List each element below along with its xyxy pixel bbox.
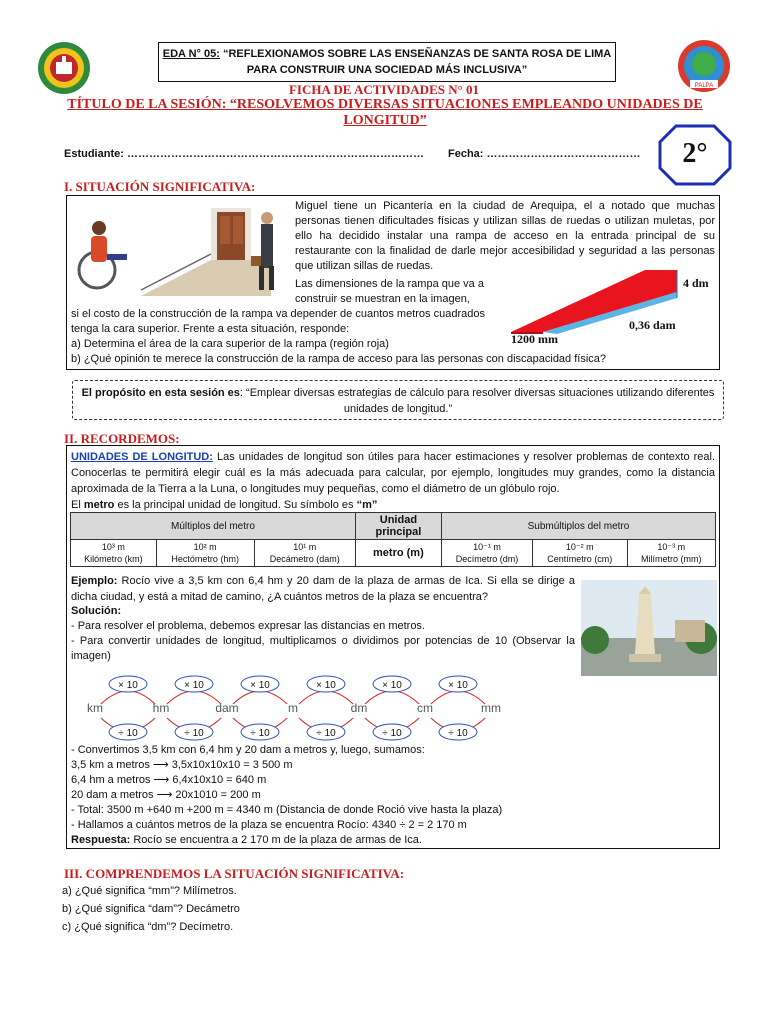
- logo-right-text: PALPA: [694, 83, 714, 89]
- comprehension-question-c: c) ¿Qué significa “dm”? Decímetro.: [62, 921, 234, 933]
- ficha-title: FICHA DE ACTIVIDADES N° 01: [288, 82, 480, 97]
- conversion-unit-hm: hm: [152, 701, 170, 715]
- multiply-arrow: [233, 691, 287, 704]
- multiply-arrow: [101, 691, 155, 704]
- unit-cell-hm: [156, 540, 254, 567]
- metro-symbol: “m”: [356, 499, 378, 511]
- situation-box: [66, 195, 720, 370]
- unit-cell-dm: [441, 540, 532, 567]
- power-hm: 10² m: [193, 542, 217, 552]
- ramp-width-label: 0,36 dam: [629, 318, 676, 332]
- multiply-label: × 10: [382, 680, 402, 691]
- purpose-box: [72, 380, 724, 420]
- purpose-text: : “Emplear diversas estrategias de cálculo para resolver diversas situaciones utilizando diferentes unidades de longitud.”: [239, 387, 715, 415]
- step-2: 3,5 km a metros ⟶ 3,5x10x10x10 = 3 500 m: [71, 759, 293, 771]
- solution-line-2: - Para convertir unidades de longitud, multiplicamos o dividimos por potencias de 10 (Observar la imagen): [71, 635, 575, 662]
- grade-label: 2°: [682, 138, 708, 169]
- conversion-unit-dam: dam: [215, 701, 239, 715]
- power-cm: 10⁻² m: [565, 542, 594, 552]
- purpose-label: El propósito en esta sesión es: [81, 387, 240, 399]
- unit-cell-mm: [627, 540, 715, 567]
- step-4: 20 dam a metros ⟶ 20x1010 = 200 m: [71, 789, 261, 801]
- conversion-unit-dm: dm: [350, 701, 368, 715]
- recordemos-box: [66, 445, 720, 849]
- eda-header: [158, 42, 616, 82]
- example-text: Rocío vive a 3,5 km con 6,4 hm y 20 dam de la plaza de armas de Ica. Si ella se dirige a dicha ciudad, y está a mitad de camino, ¿A cuántos metros de la plaza se encuentra?: [71, 575, 575, 603]
- step-5: - Total: 3500 m +640 m +200 m = 4340 m (Distancia de donde Roció vive hasta la plaza): [71, 804, 503, 816]
- divide-label: ÷ 10: [316, 728, 336, 739]
- divide-label: ÷ 10: [382, 728, 402, 739]
- situation-text-3: si el costo de la construcción de la rampa va depender de cuantos metros cuadrados tenga la cara superior. Frente a esta situación, responde:: [71, 308, 485, 335]
- conversion-unit-cm: cm: [417, 701, 433, 715]
- solution-label: Solución:: [71, 605, 122, 617]
- unit-cell-km: [71, 540, 157, 567]
- session-title: TÍTULO DE LA SESIÓN: “RESOLVEMOS DIVERSAS SITUACIONES EMPLEANDO UNIDADES DE LONGITUD”: [67, 97, 703, 128]
- principal-unit: metro (m): [355, 540, 441, 567]
- divide-label: ÷ 10: [250, 728, 270, 739]
- multiply-arrow: [299, 691, 353, 704]
- metro-prefix: El: [71, 499, 84, 511]
- divide-label: ÷ 10: [184, 728, 204, 739]
- principal-header: Unidad principal: [355, 513, 441, 540]
- answer-text: Rocío se encuentra a 2 170 m de la plaza de armas de Ica.: [130, 834, 422, 846]
- submultiples-header: Submúltiplos del metro: [441, 513, 715, 540]
- name-km: Kilómetro (km): [84, 554, 143, 564]
- date-field[interactable]: Fecha: ……………………………………: [448, 148, 641, 160]
- question-a: a) Determina el área de la cara superior de la rampa (región roja): [71, 338, 389, 350]
- conversion-unit-mm: mm: [481, 701, 501, 715]
- unit-cell-dam: [254, 540, 355, 567]
- section1-heading: I. SITUACIÓN SIGNIFICATIVA:: [64, 179, 256, 194]
- situation-text-2: Las dimensiones de la rampa que va a construir se muestran en la imagen,: [295, 278, 484, 305]
- units-table: [70, 512, 716, 567]
- solution-line-1: - Para resolver el problema, debemos expresar las distancias en metros.: [71, 620, 425, 632]
- conversion-unit-km: km: [87, 701, 103, 715]
- name-mm: Milímetro (mm): [641, 554, 702, 564]
- multiply-label: × 10: [118, 680, 138, 691]
- multiples-header: Múltiplos del metro: [71, 513, 356, 540]
- question-b: b) ¿Qué opinión te merece la construcción de la rampa de acceso para las personas con discapacidad física?: [71, 353, 607, 365]
- step-6: - Hallamos a cuántos metros de la plaza se encuentra Rocío: 4340 ÷ 2 = 2 170 m: [71, 819, 467, 831]
- student-field[interactable]: Estudiante: ………………………………………………………………………: [64, 148, 424, 160]
- comprehension-question-b: b) ¿Qué significa “dam”? Decámetro: [62, 903, 240, 915]
- name-cm: Centímetro (cm): [547, 554, 613, 564]
- answer-label: Respuesta:: [71, 834, 131, 846]
- conversion-diagram: [73, 674, 513, 742]
- situation-text-1: Miguel tiene un Picantería en la ciudad de Arequipa, el a notado que muchas personas tienen dificultades físicas y utilizan sillas de ruedas o utilizan muletas, por ello ha decidido instalar una rampa de acceso en la entrada principal de su restaurante con la finalidad de darle mejor accesibilidad y seguridad a las personas que utilizan sillas de ruedas.: [295, 200, 715, 272]
- divide-label: ÷ 10: [118, 728, 138, 739]
- multiply-arrow: [431, 691, 485, 704]
- wheelchair-ramp-illustration: [71, 200, 289, 300]
- multiply-arrow: [167, 691, 221, 704]
- answer-line: [71, 833, 422, 848]
- unit-cell-cm: [533, 540, 628, 567]
- eda-title-line1: “REFLEXIONAMOS SOBRE LAS ENSEÑANZAS DE SANTA ROSA DE LIMA: [219, 48, 612, 60]
- section2-heading: II. RECORDEMOS:: [64, 431, 180, 446]
- eda-label: EDA N° 05:: [162, 48, 220, 60]
- metro-text: es la principal unidad de longitud. Su símbolo es: [114, 499, 357, 511]
- step-1: - Convertimos 3,5 km con 6,4 hm y 20 dam a metros y, luego, sumamos:: [71, 744, 425, 756]
- ramp-length-label: 1200 mm: [511, 332, 558, 346]
- units-term: UNIDADES DE LONGITUD:: [71, 451, 213, 463]
- example-label: Ejemplo:: [71, 575, 118, 587]
- divide-label: ÷ 10: [448, 728, 468, 739]
- multiply-label: × 10: [448, 680, 468, 691]
- units-intro: [71, 449, 715, 497]
- example-paragraph: [71, 573, 575, 605]
- eda-title-line2: PARA CONSTRUIR UNA SOCIEDAD MÁS INCLUSIVA”: [246, 64, 528, 76]
- multiply-label: × 10: [184, 680, 204, 691]
- name-hm: Hectómetro (hm): [171, 554, 239, 564]
- multiply-label: × 10: [250, 680, 270, 691]
- name-dam: Decámetro (dam): [269, 554, 340, 564]
- step-3: 6,4 hm a metros ⟶ 6,4x10x10 = 640 m: [71, 774, 267, 786]
- plaza-obelisk-photo: [581, 580, 717, 676]
- multiply-arrow: [365, 691, 419, 704]
- conversion-unit-m: m: [288, 701, 298, 715]
- section3-heading: III. COMPRENDEMOS LA SITUACIÓN SIGNIFICATIVA:: [64, 866, 405, 881]
- name-dm: Decímetro (dm): [455, 554, 519, 564]
- metro-word: metro: [83, 499, 115, 511]
- units-intro-text: Las unidades de longitud son útiles para hacer estimaciones y resolver problemas de contexto real. Conocerlas te permitirá elegir cuál es la más adecuada para calcular, por ejemplo, longitudes muy grandes, como la distancia aproximada de la Tierra a la Luna, o longitudes muy pequeñas, como el diámetro de un glóbulo rojo.: [71, 451, 715, 495]
- comprehension-question-a: a) ¿Qué significa “mm”? Milímetros.: [62, 885, 237, 897]
- metro-line: [71, 497, 715, 513]
- power-dam: 10¹ m: [293, 542, 317, 552]
- power-km: 10³ m: [101, 542, 125, 552]
- ramp-height-label: 4 dm: [683, 276, 709, 290]
- power-dm: 10⁻¹ m: [473, 542, 501, 552]
- power-mm: 10⁻³ m: [657, 542, 686, 552]
- multiply-label: × 10: [316, 680, 336, 691]
